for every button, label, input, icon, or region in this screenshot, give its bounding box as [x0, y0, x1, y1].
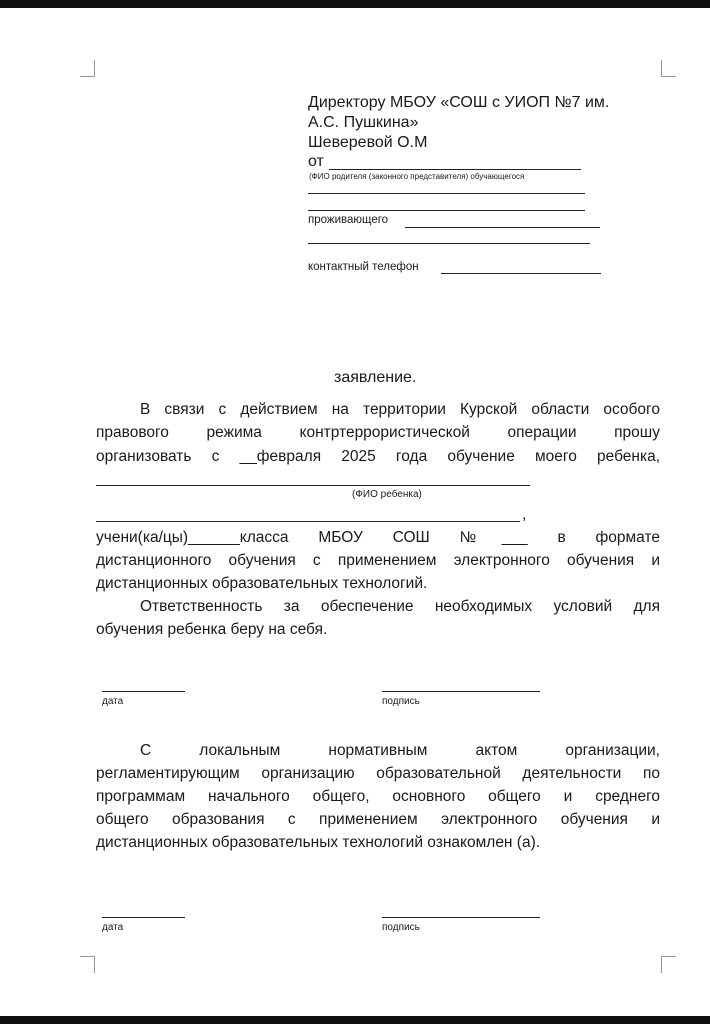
signature-label-2: подпись [382, 922, 420, 933]
date-line-2 [102, 917, 185, 918]
from-caption: (ФИО родителя (законного представителя) обучающегося [309, 172, 525, 181]
paragraph-1-line-2: правового режима контртеррористической операции прошу [96, 424, 660, 441]
bottom-border [0, 1016, 710, 1024]
paragraph-2-line-1: учени(ка/цы)______класса МБОУ СОШ №___ в формате [96, 529, 660, 546]
from-label: от [308, 153, 324, 170]
residing-line [405, 227, 600, 228]
parent-name-line-3 [308, 210, 585, 211]
crop-mark-top-left [80, 60, 95, 77]
signature-line-2 [382, 917, 540, 918]
child-name-caption: (ФИО ребенка) [352, 489, 422, 500]
residing-label: проживающего [308, 214, 389, 226]
date-label-1: дата [102, 696, 124, 707]
comma: , [522, 506, 527, 523]
crop-mark-top-right [661, 60, 676, 77]
child-name-line-2 [96, 521, 520, 522]
header-line-1: Директору МБОУ «СОШ с УИОП №7 им. [308, 94, 610, 111]
paragraph-3-line-1: Ответственность за обеспечение необходимых условий для [140, 598, 660, 615]
phone-label: контактный телефон [308, 261, 419, 273]
document-title: заявление. [334, 369, 417, 386]
crop-mark-bottom-left [80, 956, 95, 973]
signature-label-1: подпись [382, 696, 420, 707]
paragraph-1-line-3: организовать с __февраля 2025 года обучение моего ребенка, [96, 448, 660, 465]
paragraph-2-line-3: дистанционных образовательных технологий. [96, 575, 428, 592]
top-border [0, 0, 710, 8]
paragraph-4-line-1: С локальным нормативным актом организации, [140, 742, 660, 759]
paragraph-4-line-3: программам начального общего, основного общего и среднего [96, 788, 660, 805]
from-line [329, 169, 581, 170]
phone-line [441, 273, 601, 274]
crop-mark-bottom-right [661, 956, 676, 973]
signature-line-1 [382, 691, 540, 692]
paragraph-4-line-2: регламентирующим организацию образовательной деятельности по [96, 765, 660, 782]
address-line [308, 243, 590, 244]
date-label-2: дата [102, 922, 124, 933]
date-line-1 [102, 691, 185, 692]
parent-name-line-2 [308, 193, 585, 194]
paragraph-4-line-5: дистанционных образовательных технологий ознакомлен (а). [96, 834, 541, 851]
paragraph-2-line-2: дистанционного обучения с применением электронного обучения и [96, 552, 660, 569]
child-name-line [96, 485, 530, 486]
paragraph-1-line-1: В связи с действием на территории Курской области особого [140, 401, 660, 418]
header-line-3: Шеверевой О.М [308, 134, 428, 151]
paragraph-3-line-2: обучения ребенка беру на себя. [96, 621, 328, 638]
header-line-2: А.С. Пушкина» [308, 114, 419, 131]
paragraph-4-line-4: общего образования с применением электронного обучения и [96, 811, 660, 828]
